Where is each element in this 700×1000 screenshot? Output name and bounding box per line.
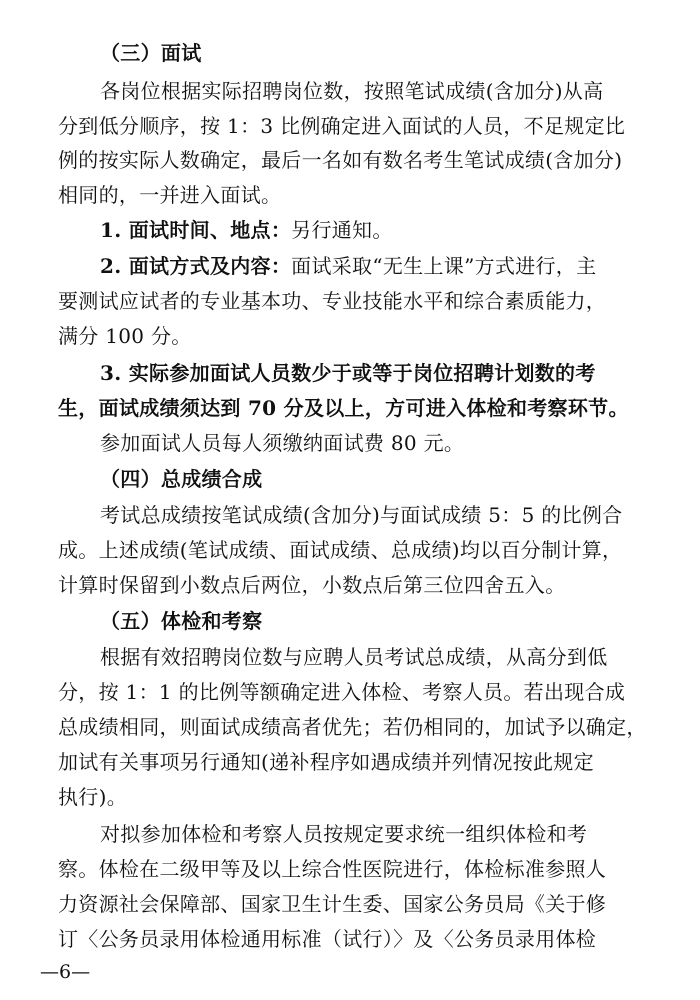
paragraph-line: 要测试应试者的专业基本功、专业技能水平和综合素质能力，	[58, 289, 607, 313]
paragraph-line: 分到低分顺序，按 1：3 比例确定进入面试的人员，不足规定比	[58, 114, 626, 138]
paragraph-line: 执行)。	[58, 785, 128, 809]
paragraph-line: 察。体检在二级甲等及以上综合性医院进行，体检标准参照人	[58, 857, 607, 881]
paragraph-line: 分，按 1：1 的比例等额确定进入体检、考察人员。若出现合成	[58, 680, 626, 704]
item-2-line	[100, 253, 660, 279]
item-2-label: 2. 面试方式及内容：	[100, 254, 292, 278]
item-3-line: 生，面试成绩须达到 70 分及以上，方可进入体检和考察环节。	[58, 396, 629, 420]
paragraph-line: 例的按实际人数确定，最后一名如有数名考生笔试成绩(含加分)	[58, 148, 623, 172]
paragraph-line: 计算时保留到小数点后两位，小数点后第三位四舍五入。	[58, 573, 566, 597]
paragraph-line: 成。上述成绩(笔试成绩、面试成绩、总成绩)均以百分制计算，	[58, 538, 623, 562]
paragraph-line: 参加面试人员每人须缴纳面试费 80 元。	[100, 431, 465, 455]
paragraph-line: 对拟参加体检和考察人员按规定要求统一组织体检和考	[100, 822, 588, 846]
paragraph-line: 总成绩相同，则面试成绩高者优先；若仍相同的，加试予以确定，	[58, 715, 647, 739]
paragraph-line: 加试有关事项另行通知(递补程序如遇成绩并列情况按此规定	[58, 750, 594, 774]
paragraph-line: 根据有效招聘岗位数与应聘人员考试总成绩，从高分到低	[100, 645, 608, 669]
paragraph-line: 满分 100 分。	[58, 324, 192, 348]
paragraph-line: 订〈公务员录用体检通用标准（试行）〉及〈公务员录用体检	[58, 927, 597, 951]
section-heading-interview: （三）面试	[100, 41, 202, 65]
paragraph-line: 力资源社会保障部、国家卫生计生委、国家公务员局《关于修	[58, 892, 607, 916]
paragraph-line: 各岗位根据实际招聘岗位数，按照笔试成绩(含加分)从高	[100, 79, 604, 103]
page-number: —6—	[40, 961, 91, 983]
item-1-text: 另行通知。	[291, 218, 393, 242]
item-2-text: 面试采取“无生上课”方式进行，主	[291, 254, 597, 278]
item-1-line	[100, 217, 660, 243]
section-heading-total-score: （四）总成绩合成	[100, 467, 263, 491]
section-heading-physical-exam: （五）体检和考察	[100, 609, 263, 633]
paragraph-line: 考试总成绩按笔试成绩(含加分)与面试成绩 5：5 的比例合	[100, 503, 623, 527]
item-1-label: 1. 面试时间、地点：	[100, 218, 292, 242]
paragraph-line: 相同的，一并进入面试。	[58, 183, 282, 207]
item-3-line: 3. 实际参加面试人员数少于或等于岗位招聘计划数的考	[100, 361, 596, 385]
